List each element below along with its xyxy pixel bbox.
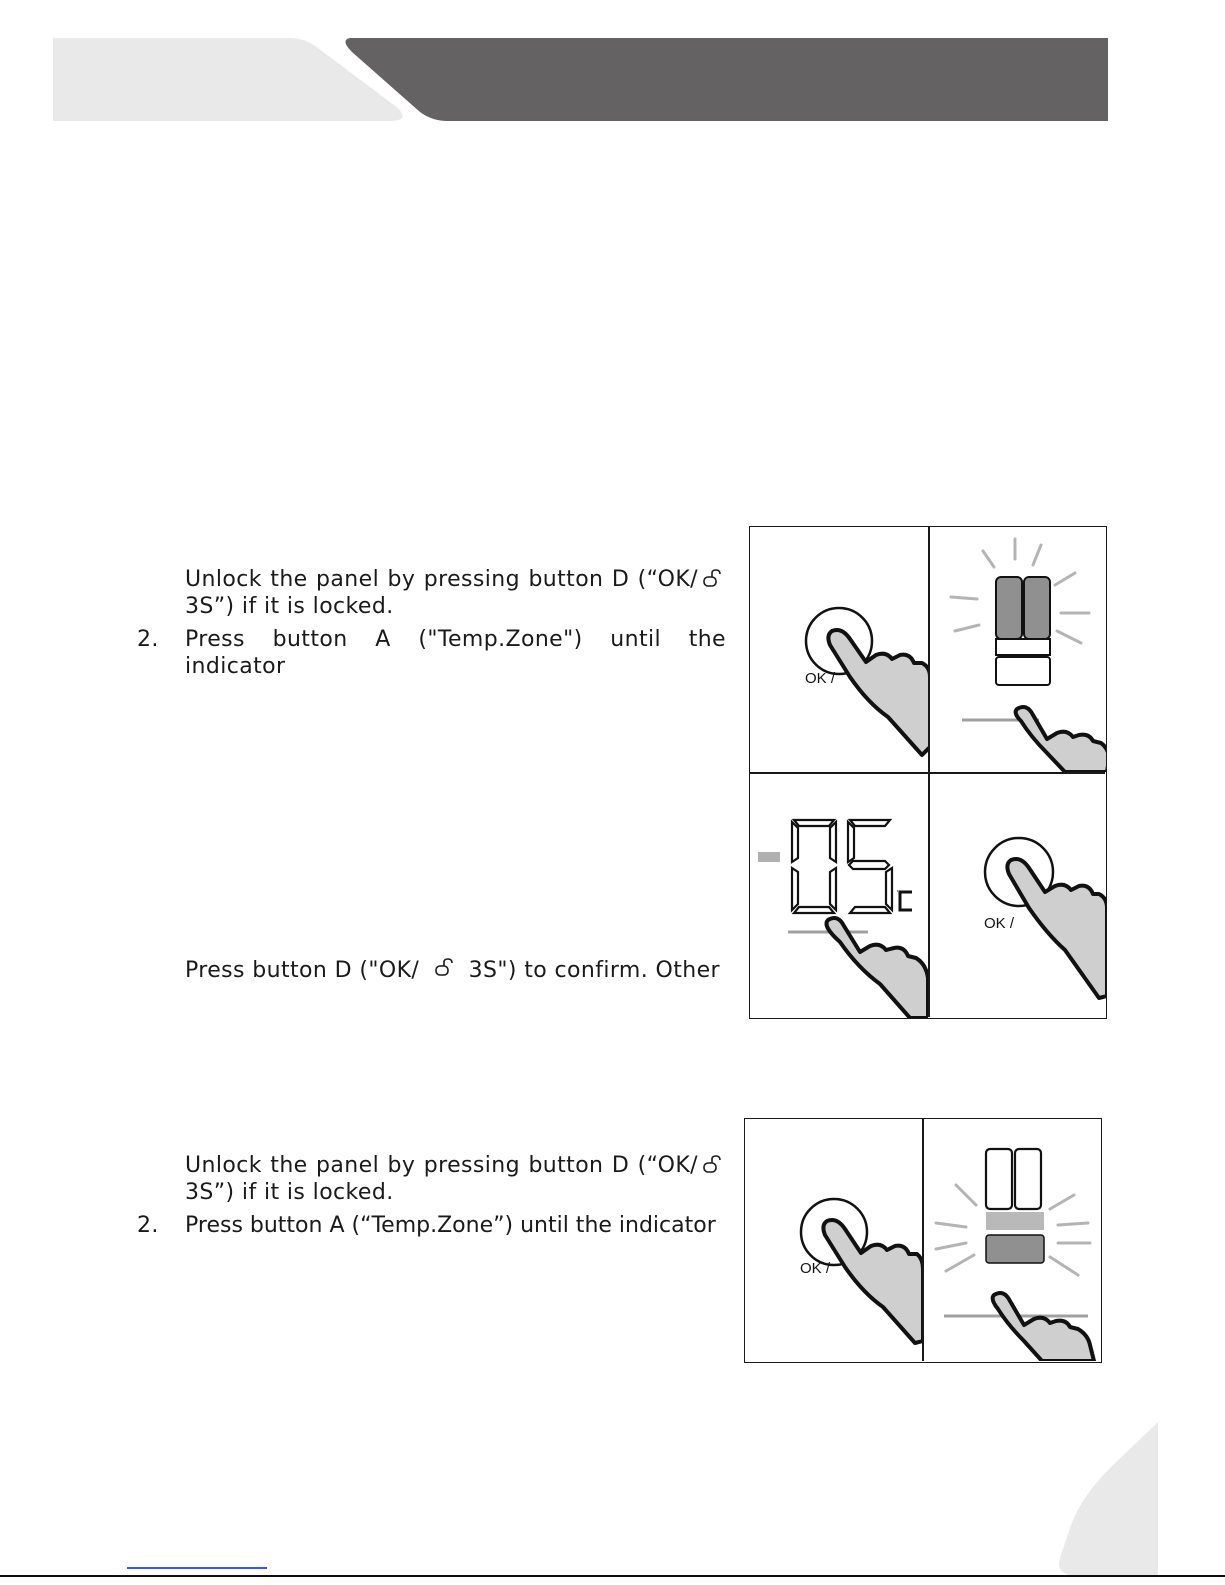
hand-press-icon: [823, 1220, 922, 1343]
hand-press-icon: [827, 918, 929, 1018]
ok-button-label: OK /: [805, 670, 836, 687]
fig1-cell1-art: [750, 527, 928, 772]
fig1-cell-zone-indicator: [929, 527, 1106, 772]
ok-button-label: OK /: [800, 1260, 831, 1277]
fig1-cell3-art: [750, 774, 928, 1018]
fridge-zone-icon: [986, 1149, 1044, 1263]
s2-item1-line2: 3S”) if it is locked.: [185, 1180, 394, 1205]
hand-press-icon: [1016, 707, 1106, 772]
s2-item2-text: Press button A (“Temp.Zone”) until the indicator: [185, 1213, 716, 1238]
s1-item1-line1: Unlock the panel by pressing button D (“OK/: [185, 566, 726, 593]
footer-link-underline: [127, 1567, 267, 1569]
header-tab-light: [53, 38, 403, 121]
hand-press-icon: [993, 1293, 1094, 1361]
unlock-icon: [434, 957, 454, 977]
figure-steps-1: [749, 526, 1107, 1019]
seven-segment-display: [792, 820, 892, 913]
header-banner: [0, 0, 1225, 130]
s1-item1-line2: 3S”) if it is locked.: [185, 594, 394, 619]
header-bar-dark: [345, 38, 1108, 121]
s1-item2-number: 2.: [137, 627, 159, 652]
degree-dot: ·: [896, 887, 899, 897]
fig2-cell-zone-indicator: [924, 1119, 1101, 1361]
minus-sign: [758, 852, 780, 862]
s1-item2-text: Press button A ("Temp.Zone") until the indicator: [185, 627, 726, 679]
fig1-cell-temp-display: [750, 774, 928, 1018]
footer-rule: [0, 1575, 1225, 1577]
fig2-cell2-art: [924, 1119, 1101, 1361]
page-corner-tab: [1050, 1418, 1160, 1578]
hand-press-icon: [1007, 859, 1106, 998]
s2-item2-number: 2.: [137, 1213, 159, 1238]
unlock-icon: [702, 568, 722, 588]
fig1-cell4-art: [929, 774, 1106, 1018]
s1-item-confirm: Press button D ("OK/ 3S") to confirm. Other: [185, 958, 720, 983]
celsius-c: [900, 892, 912, 910]
fig1-cell-ok-confirm: [929, 774, 1106, 1018]
fig2-cell-ok-press: [745, 1119, 922, 1361]
hand-press-icon: [828, 630, 928, 755]
figure-steps-2: [744, 1118, 1102, 1363]
fig2-cell1-art: [745, 1119, 922, 1361]
unlock-icon: [702, 1154, 722, 1174]
s2-item1-line1: Unlock the panel by pressing button D (“OK/: [185, 1152, 726, 1179]
fridge-zone-icon: [996, 577, 1050, 685]
ok-button-label: OK /: [984, 915, 1015, 932]
fig1-cell2-art: [929, 527, 1106, 772]
fig1-cell-ok-press: [750, 527, 928, 772]
